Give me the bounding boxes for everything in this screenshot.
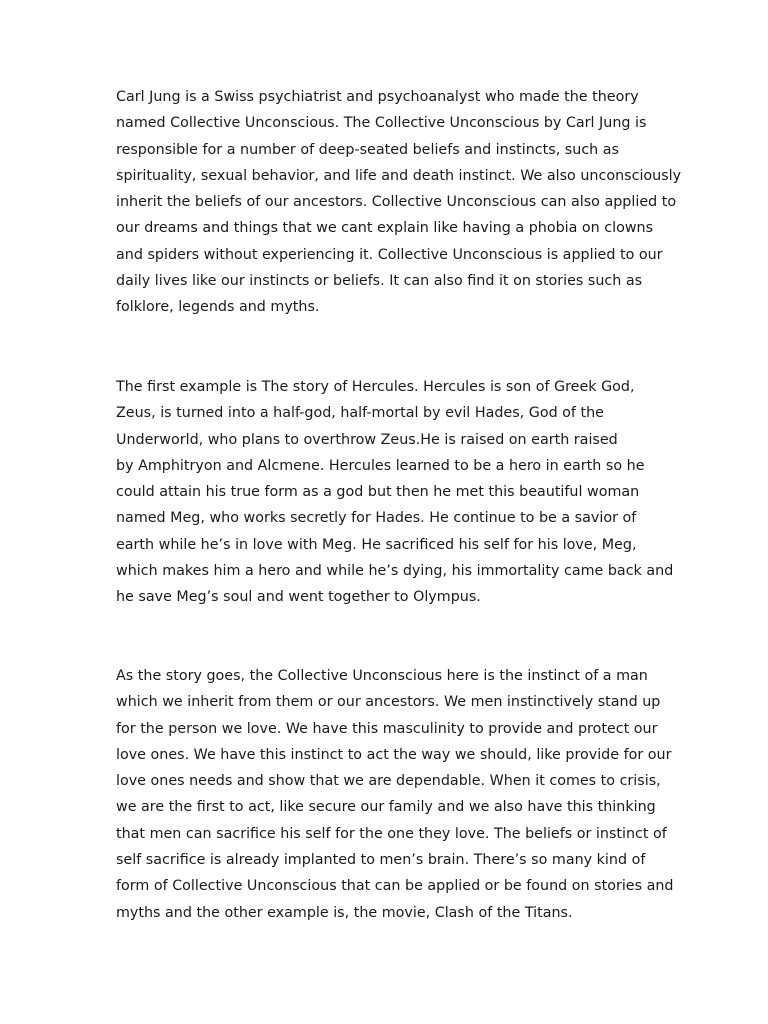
text-line: Underworld, who plans to overthrow Zeus.He is raised on earth raised [116, 431, 618, 448]
text-line: named Meg, who works secretly for Hades. He continue to be a savior of [116, 510, 637, 527]
text-line: responsible for a number of deep-seated beliefs and instincts, such as [116, 141, 619, 158]
text-line: our dreams and things that we cant explain like having a phobia on clowns [116, 220, 654, 237]
text-line: inherit the beliefs of our ancestors. Collective Unconscious can also applied to [116, 194, 677, 211]
text-line: spirituality, sexual behavior, and life and death instinct. We also unconsciously [116, 167, 682, 184]
text-line: that men can sacrifice his self for the one they love. The beliefs or instinct of [116, 825, 667, 842]
paragraph-instinct [116, 663, 674, 926]
text-line: The first example is The story of Hercules. Hercules is son of Greek God, [116, 379, 635, 395]
paragraph-collective-unconscious [116, 84, 682, 321]
text-line: myths and the other example is, the movie, Clash of the Titans. [116, 904, 573, 921]
text-line: Zeus, is turned into a half-god, half-mortal by evil Hades, God of the [116, 405, 604, 422]
text-line: by Amphitryon and Alcmene. Hercules learned to be a hero in earth so he [116, 457, 645, 474]
text-line: and spiders without experiencing it. Collective Unconscious is applied to our [116, 246, 663, 263]
text-line: daily lives like our instincts or beliefs. It can also find it on stories such as [116, 273, 643, 290]
text-line: named Collective Unconscious. The Collective Unconscious by Carl Jung is [116, 115, 647, 132]
text-line: form of Collective Unconscious that can be applied or be found on stories and [116, 878, 674, 895]
text-line: love ones needs and show that we are dependable. When it comes to crisis, [116, 773, 661, 790]
text-line: which we inherit from them or our ancestors. We men instinctively stand up [116, 694, 661, 711]
paragraph-hercules [116, 374, 674, 611]
text-line: Carl Jung is a Swiss psychiatrist and psychoanalyst who made the theory [116, 89, 639, 105]
text-line: self sacrifice is already implanted to men’s brain. There’s so many kind of [116, 852, 646, 869]
text-line: we are the first to act, like secure our family and we also have this thinking [116, 799, 656, 816]
text-line: As the story goes, the Collective Unconscious here is the instinct of a man [116, 668, 648, 684]
text-line: folklore, legends and myths. [116, 299, 320, 316]
text-line: earth while he’s in love with Meg. He sacrificed his self for his love, Meg, [116, 536, 637, 553]
text-line: which makes him a hero and while he’s dying, his immortality came back and [116, 563, 674, 580]
text-line: love ones. We have this instinct to act the way we should, like provide for our [116, 746, 672, 763]
text-line: he save Meg’s soul and went together to Olympus. [116, 589, 481, 606]
text-line: for the person we love. We have this masculinity to provide and protect our [116, 720, 658, 737]
text-line: could attain his true form as a god but then he met this beautiful woman [116, 484, 640, 501]
